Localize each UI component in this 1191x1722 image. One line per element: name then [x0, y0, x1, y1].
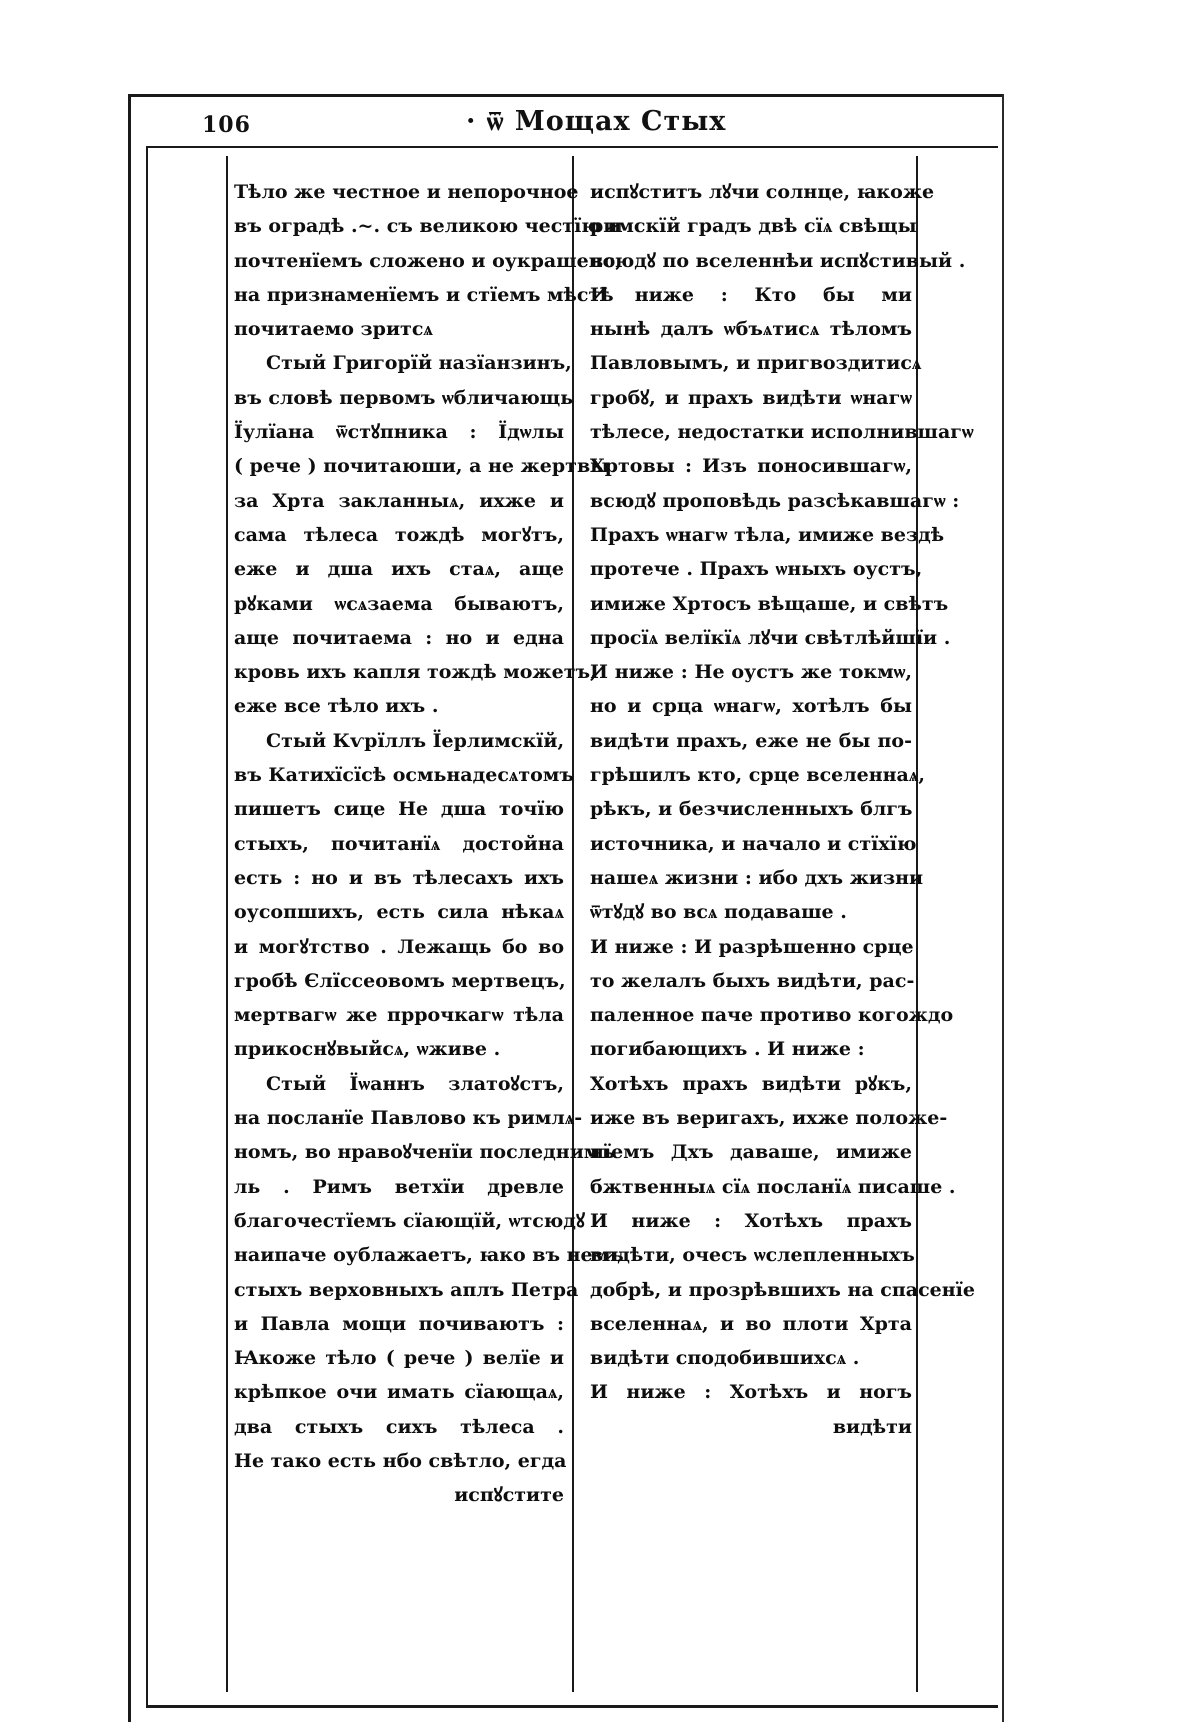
text-line: И ниже : И разрѣшенно срце: [590, 935, 914, 958]
text-line: Стый Григорїй назїанзинъ,: [266, 352, 572, 375]
text-line: гробꙋ, и прахъ видѣти ѡнагѡ: [590, 386, 912, 409]
text-line: Стый Їѡаннъ златоꙋстъ,: [266, 1072, 564, 1095]
text-line: и могꙋтство . Лежащь бо во: [234, 935, 564, 958]
text-line: добрѣ, и прозрѣвшихъ на спасенїе: [590, 1278, 975, 1301]
text-line: погибающихъ . И ниже :: [590, 1038, 865, 1061]
text-line: аще почитаема : но и една: [234, 626, 564, 649]
text-line: въ оградѣ .~. съ великою честїю и: [234, 215, 622, 238]
text-line: нынѣ далъ ѡбъѧтисѧ тѣломъ: [590, 318, 912, 341]
text-line: испꙋстите: [454, 1484, 564, 1507]
page-header: [146, 98, 996, 144]
text-line: имиже Хртосъ вѣщаше, и свѣтъ: [590, 592, 949, 615]
text-line: номъ, во нравоꙋченїи последнимъ: [234, 1141, 615, 1164]
inner-left-rule: [146, 146, 148, 1708]
text-line: ль . Римъ ветхїи древле: [234, 1175, 564, 1198]
text-line: бжтвенныѧ сїѧ посланїѧ писаше .: [590, 1175, 956, 1198]
text-line: пишетъ сице Не дша точїю: [234, 798, 564, 821]
text-line: за Хрта закланныѧ, ихже и: [234, 489, 564, 512]
text-line: всюдꙋ по вселеннѣи испꙋстивый .: [590, 249, 966, 272]
text-line: протече . Прахъ ѡныхъ оустъ,: [590, 558, 923, 581]
text-line: просїѧ велїкїѧ лꙋчи свѣтлѣйшїи .: [590, 626, 951, 649]
text-line: И ниже : Не оустъ же токмѡ,: [590, 661, 912, 684]
text-line: видѣти прахъ, еже не бы по-: [590, 729, 912, 752]
text-line: римскїй градъ двѣ сїѧ свѣщы: [590, 215, 917, 238]
left-text-column: [234, 175, 624, 1513]
text-line: наипаче оублажаетъ, ꙗко въ немъ: [234, 1244, 624, 1267]
text-line: мертвагѡ же пррочкагѡ тѣла: [234, 1004, 564, 1027]
text-line: ѿтꙋдꙋ во всѧ подаваше .: [590, 901, 847, 924]
text-line: нїемъ Дхъ даваше, имиже: [590, 1141, 912, 1164]
text-line: гробѣ Єлїссеовомъ мертвецъ,: [234, 969, 566, 992]
text-line: благочестїемъ сїающїй, ѡтсюдꙋ: [234, 1209, 585, 1232]
text-line: стыхъ, почитанїѧ достойна: [234, 832, 564, 855]
text-line: оусопшихъ, есть сила нѣкаѧ: [234, 901, 564, 924]
text-line: есть : но и въ тѣлесахъ ихъ: [234, 866, 564, 889]
text-line: на посланїе Павлово къ римлѧ-: [234, 1107, 583, 1130]
text-line: рꙋками ѡсѧзаема бываютъ,: [234, 592, 564, 615]
text-line: вселеннаѧ, и во плоти Хрта: [590, 1312, 912, 1335]
text-line: И ниже : Хотѣхъ прахъ: [590, 1209, 912, 1232]
text-line: Прахъ ѡнагѡ тѣла, имиже вездѣ: [590, 523, 945, 546]
text-line: кровь ихъ капля тождѣ можетъ,: [234, 661, 597, 684]
text-line: И ниже : Кто бы ми: [590, 283, 912, 306]
text-line: сама тѣлеса тождѣ могꙋтъ,: [234, 523, 564, 546]
text-line: въ Катихїсїсѣ осмьнадесѧтомъ: [234, 764, 574, 787]
right-column-rule: [916, 156, 918, 1692]
text-line: Їулїана ѿстꙋпника : Їдѡлы: [234, 421, 564, 444]
text-line: иже въ веригахъ, ихже положе-: [590, 1107, 948, 1130]
header-rule: [146, 146, 998, 148]
text-line: на признаменїемъ и стїемъ мѣстѣ: [234, 283, 614, 306]
text-line: источника, и начало и стїхїю: [590, 832, 917, 855]
text-line: Ꙗкоже тѣло ( рече ) велїе и: [234, 1347, 564, 1370]
text-line: еже все тѣло ихъ .: [234, 695, 439, 718]
text-line: прикоснꙋвыйсѧ, ѡживе .: [234, 1038, 501, 1061]
text-line: грѣшилъ кто, срце вселеннаѧ,: [590, 764, 925, 787]
text-line: нашеѧ жизни : ибо дхъ жизни: [590, 866, 924, 889]
text-line: И ниже : Хотѣхъ и ногъ: [590, 1381, 912, 1404]
right-text-column: [590, 175, 975, 1444]
text-line: Хртовы : Изъ поносившагѡ,: [590, 455, 912, 478]
text-line: видѣти: [832, 1415, 912, 1438]
text-line: два стыхъ сихъ тѣлеса .: [234, 1415, 564, 1438]
text-line: всюдꙋ проповѣдь разсѣкавшагѡ :: [590, 489, 960, 512]
text-line: Не тако есть нбо свѣтло, егда: [234, 1449, 567, 1472]
left-column-rule: [226, 156, 228, 1692]
text-line: ( рече ) почитаюши, а не жертвы: [234, 455, 610, 478]
text-line: видѣти сподобившихсѧ .: [590, 1347, 860, 1370]
text-line: почтенїемъ сложено и оукрашено,: [234, 249, 622, 272]
text-line: Хотѣхъ прахъ видѣти рꙋкъ,: [590, 1072, 912, 1095]
text-line: паленное паче противо когождо: [590, 1004, 954, 1027]
text-line: испꙋститъ лꙋчи солнце, ꙗкоже: [590, 181, 935, 203]
page-number: 106: [202, 112, 251, 138]
text-line: еже и дша ихъ стаѧ, аще: [234, 558, 564, 581]
text-line: Павловымъ, и пригвоздитисѧ: [590, 352, 922, 375]
bottom-frame-rule: [146, 1705, 998, 1708]
text-line: видѣти, очесъ ѡслепленныхъ: [590, 1244, 915, 1267]
text-line: то желалъ быхъ видѣти, рас-: [590, 969, 915, 992]
text-line: крѣпкое очи имать сїающаѧ,: [234, 1381, 564, 1404]
text-line: Стый Кѵрїллъ Їерлимскїй,: [266, 729, 565, 752]
text-line: въ словѣ первомъ ѡбличающь: [234, 386, 574, 409]
text-line: Тѣло же честное и непорочное: [234, 181, 579, 203]
text-line: и Павла мощи почиваютъ :: [234, 1312, 564, 1335]
text-line: стыхъ верховныхъ аплъ Петра: [234, 1278, 579, 1301]
running-head: · ѿ Мощах Стых: [466, 106, 727, 137]
text-line: тѣлесе, недостатки исполнившагѡ: [590, 421, 974, 444]
text-line: почитаемо зритсѧ: [234, 318, 433, 341]
text-line: рѣкъ, и безчисленныхъ блгъ: [590, 798, 913, 821]
text-line: но и срца ѡнагѡ, хотѣлъ бы: [590, 695, 912, 718]
